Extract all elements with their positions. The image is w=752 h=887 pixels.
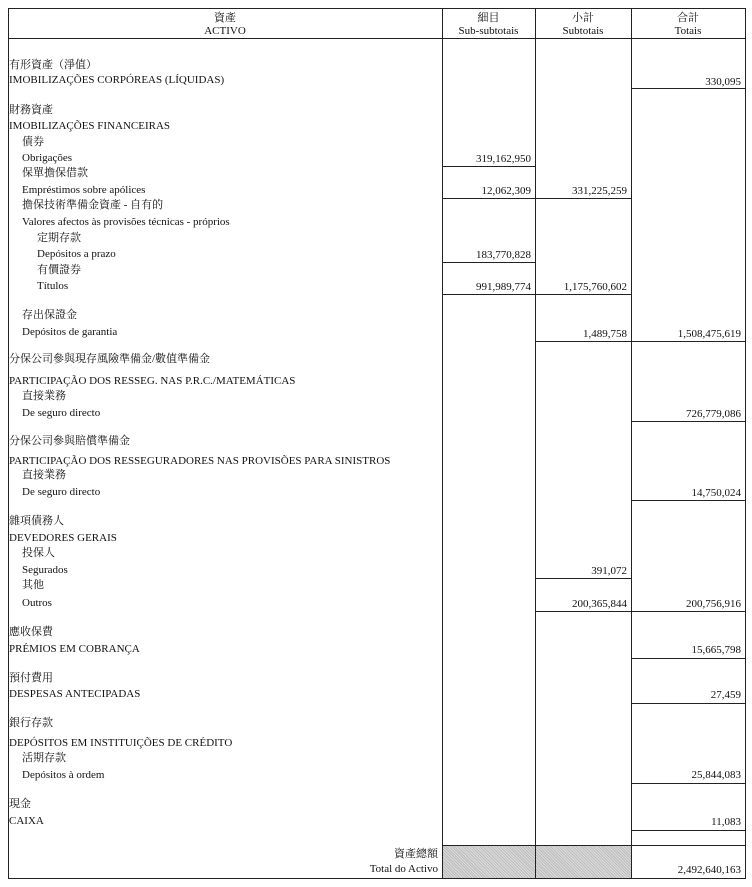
label: DEPÓSITOS EM INSTITUIÇÕES DE CRÉDITO <box>9 737 233 749</box>
header-sub: Subtotais <box>562 25 604 37</box>
rule <box>535 8 536 879</box>
label: De seguro directo <box>22 486 101 498</box>
rule <box>631 783 746 784</box>
value: 14,750,024 <box>691 487 741 499</box>
label: Obrigações <box>22 152 73 164</box>
label: 分保公司參與賠償準備金 <box>9 435 130 447</box>
value: 991,989,774 <box>476 281 531 293</box>
value: 726,779,086 <box>686 408 741 420</box>
label: 應收保費 <box>9 626 53 638</box>
value: 1,175,760,602 <box>563 281 627 293</box>
rule <box>631 500 746 501</box>
label: 直接業務 <box>22 390 66 402</box>
label: Depósitos a prazo <box>37 248 116 260</box>
value: 183,770,828 <box>476 249 531 261</box>
value: 11,083 <box>711 816 741 828</box>
rule <box>535 578 632 579</box>
header-activo: ACTIVO <box>204 25 246 37</box>
label: 活期存款 <box>22 752 66 764</box>
label: 其他 <box>22 579 44 591</box>
rule <box>8 38 746 39</box>
value: 331,225,259 <box>572 185 627 197</box>
header-tot: Totais <box>674 25 702 37</box>
rule <box>535 611 746 612</box>
label: Depósitos de garantia <box>22 326 118 338</box>
label: PRÉMIOS EM COBRANÇA <box>9 643 140 655</box>
label: Depósitos à ordem <box>22 769 105 781</box>
label: DEVEDORES GERAIS <box>9 532 117 544</box>
rule <box>8 878 746 879</box>
label: 分保公司參與現存風險準備金/數值準備金 <box>9 353 211 365</box>
label: 存出保證金 <box>22 309 77 321</box>
rule <box>535 341 746 342</box>
label: 預付費用 <box>9 672 53 684</box>
header-activo-zh: 資產 <box>214 12 236 24</box>
rule <box>631 421 746 422</box>
value: 330,095 <box>705 76 741 88</box>
label: Empréstimos sobre apólices <box>22 184 146 196</box>
total-label: Total do Activo <box>369 863 438 875</box>
header-subsub: Sub-subtotais <box>458 25 519 37</box>
label: 財務資產 <box>9 104 53 116</box>
shaded-cell <box>443 846 535 878</box>
rule <box>442 262 536 263</box>
total-value: 2,492,640,163 <box>677 864 741 876</box>
label: 投保人 <box>22 547 55 559</box>
label: IMOBILIZAÇÕES FINANCEIRAS <box>9 120 171 132</box>
value: 200,365,844 <box>572 598 627 610</box>
label: 有形資產（淨值） <box>9 59 97 71</box>
label: 銀行存款 <box>9 717 53 729</box>
rule <box>631 658 746 659</box>
label: De seguro directo <box>22 407 101 419</box>
value: 1,508,475,619 <box>677 328 741 340</box>
label: 定期存款 <box>37 232 81 244</box>
label: PARTICIPAÇÃO DOS RESSEG. NAS P.R.C./MATEMÁTICAS <box>9 375 296 387</box>
label: Outros <box>22 597 52 609</box>
label: Segurados <box>22 564 68 576</box>
rule <box>631 703 746 704</box>
label: Valores afectos às provisões técnicas - próprios <box>22 216 230 228</box>
value: 27,459 <box>710 689 741 701</box>
label: IMOBILIZAÇÕES CORPÓREAS (LÍQUIDAS) <box>9 74 225 86</box>
label: 擔保技術準備金資產 - 自有的 <box>22 199 164 211</box>
label: 現金 <box>9 798 31 810</box>
label: CAIXA <box>9 815 44 827</box>
label: Títulos <box>37 280 69 292</box>
total-label-zh: 資產總額 <box>394 848 438 860</box>
value: 15,665,798 <box>691 644 741 656</box>
header-subsub-zh: 細目 <box>477 12 500 24</box>
value: 25,844,083 <box>691 769 741 781</box>
shaded-cell <box>536 846 631 878</box>
rule <box>631 8 632 879</box>
header-sub-zh: 小計 <box>572 12 594 24</box>
label: 有價證券 <box>37 264 81 276</box>
label: 雜項債務人 <box>9 515 64 527</box>
label: 債券 <box>22 136 44 148</box>
value: 200,756,916 <box>686 598 741 610</box>
value: 319,162,950 <box>476 153 531 165</box>
label: PARTICIPAÇÃO DOS RESSEGURADORES NAS PROVISÕES PARA SINISTROS <box>9 455 391 467</box>
rule <box>745 8 746 879</box>
value: 1,489,758 <box>583 328 627 340</box>
header-tot-zh: 合計 <box>677 12 699 24</box>
value: 391,072 <box>591 565 627 577</box>
rule <box>442 294 632 295</box>
rule <box>442 166 536 167</box>
label: DESPESAS ANTECIPADAS <box>9 688 141 700</box>
label: 保單擔保借款 <box>22 167 88 179</box>
rule <box>631 830 746 831</box>
rule <box>8 8 746 9</box>
rule <box>442 198 632 199</box>
label: 直接業務 <box>22 469 66 481</box>
rule <box>442 8 443 879</box>
value: 12,062,309 <box>481 185 531 197</box>
